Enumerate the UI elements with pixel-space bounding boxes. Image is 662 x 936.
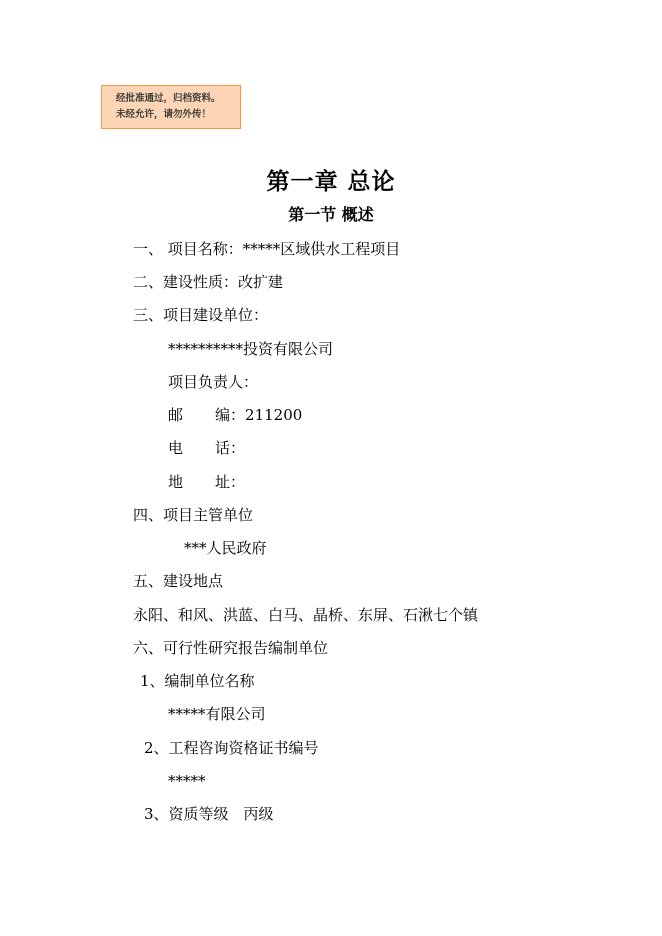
address-row (168, 471, 245, 493)
item-project-name: 一、 项目名称：*****区域供水工程项目 (133, 240, 401, 258)
company-name: **********投资有限公司 (168, 340, 334, 358)
item-report-unit: 六、可行性研究报告编制单位 (133, 639, 329, 657)
address-label-b: 址： (215, 473, 246, 491)
notice-line-2: 未经允许，请勿外传！ (116, 109, 212, 120)
sub-item-unit-name: 1、编制单位名称 (140, 672, 255, 690)
qualification-row (144, 803, 274, 825)
section-title: 第一节 概述 (288, 205, 374, 224)
item-supervising-unit: 四、项目主管单位 (133, 506, 254, 524)
postcode-label-b: 编： (215, 406, 246, 424)
certificate-number: ***** (168, 772, 206, 790)
construction-locations: 永阳、和风、洪蓝、白马、晶桥、东屏、石湫七个镇 (133, 606, 479, 624)
project-leader-label: 项目负责人： (168, 373, 259, 391)
postcode-row (168, 404, 302, 426)
confidential-notice-stamp (101, 85, 241, 129)
notice-line-1: 经批准通过，归档资料。 (116, 93, 221, 104)
address-label-a: 地 (168, 473, 184, 491)
qualification-grade-value: 丙级 (243, 805, 274, 823)
phone-label-b: 话： (215, 439, 246, 457)
item-construction-nature: 二、建设性质：改扩建 (133, 273, 284, 291)
chapter-title: 第一章 总论 (266, 168, 396, 195)
phone-row (168, 437, 245, 459)
item-construction-site: 五、建设地点 (133, 572, 224, 590)
government-name: ***人民政府 (184, 539, 267, 557)
phone-label-a: 电 (168, 439, 184, 457)
postcode-value: 211200 (245, 406, 303, 424)
item-construction-unit: 三、项目建设单位： (133, 306, 269, 324)
postcode-label-a: 邮 (168, 406, 184, 424)
sub-item-certificate-number: 2、工程咨询资格证书编号 (144, 739, 319, 757)
sub-item-qualification-grade: 3、资质等级 (144, 805, 229, 823)
report-unit-name: *****有限公司 (168, 705, 266, 723)
